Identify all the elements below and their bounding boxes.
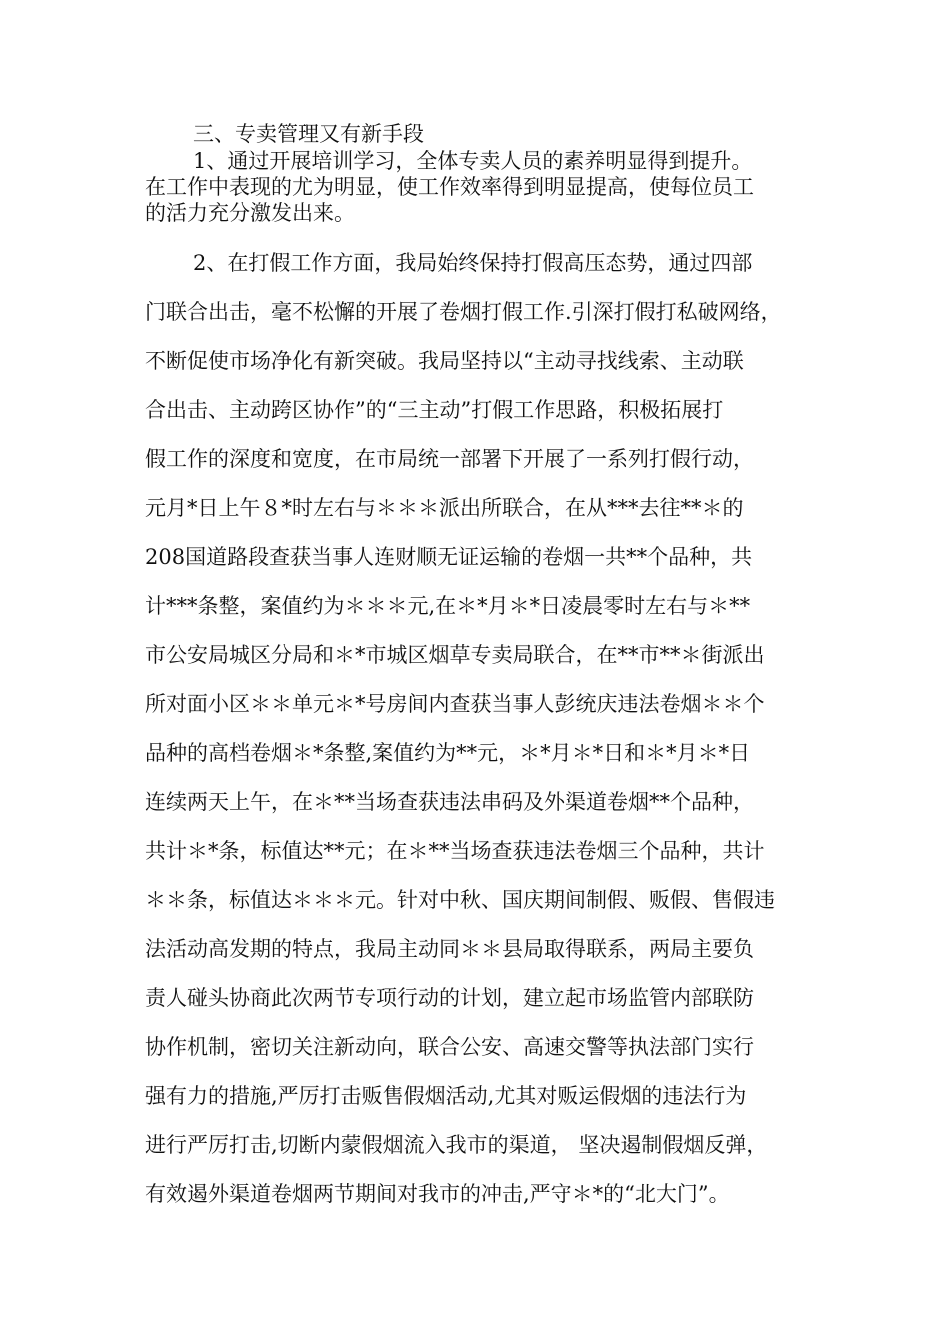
paragraph-2-line: 元月*日上午８*时左右与＊＊＊派出所联合，在从***去往**＊的 (145, 496, 744, 520)
paragraph-2-line: 208国道路段查获当事人连财顺无证运输的卷烟一共**个品种，共 (145, 545, 753, 569)
paragraph-2-line: 连续两天上午，在＊**当场查获违法串码及外渠道卷烟**个品种， (145, 790, 754, 814)
paragraph-2-line: 门联合出击，毫不松懈的开展了卷烟打假工作.引深打假打私破网络， (145, 300, 782, 324)
section-title: 三、专卖管理又有新手段 (193, 122, 424, 146)
paragraph-1-line: 的活力充分激发出来。 (145, 201, 355, 225)
paragraph-2-line: 不断促使市场净化有新突破。我局坚持以“主动寻找线索、主动联 (145, 349, 744, 373)
paragraph-1-line: 1、通过开展培训学习，全体专卖人员的素养明显得到提升。 (193, 149, 753, 173)
paragraph-2-line: 市公安局城区分局和＊*市城区烟草专卖局联合，在**市**＊街派出 (145, 643, 765, 667)
paragraph-2-line: 有效遏外渠道卷烟两节期间对我市的冲击,严守＊*的“北大门”。 (145, 1182, 730, 1206)
paragraph-2-line: ＊＊条，标值达＊＊＊元。针对中秋、国庆期间制假、贩假、售假违 (145, 888, 775, 912)
paragraph-2-line: 所对面小区＊＊单元＊*号房间内查获当事人彭统庆违法卷烟＊＊个 (145, 692, 765, 716)
paragraph-2-line: 协作机制，密切关注新动向，联合公安、高速交警等执法部门实行 (145, 1035, 754, 1059)
paragraph-2-line: 法活动高发期的特点，我局主动同＊＊县局取得联系，两局主要负 (145, 937, 754, 961)
paragraph-2-line: 合出击、主动跨区协作”的“三主动”打假工作思路，积极拓展打 (145, 398, 724, 422)
paragraph-2-line: 责人碰头协商此次两节专项行动的计划，建立起市场监管内部联防 (145, 986, 754, 1010)
paragraph-2-line: 进行严厉打击,切断内蒙假烟流入我市的渠道， 坚决遏制假烟反弹， (145, 1133, 768, 1157)
paragraph-2-line: 共计＊*条，标值达**元；在＊**当场查获违法卷烟三个品种，共计 (145, 839, 765, 863)
paragraph-2-line: 假工作的深度和宽度，在市局统一部署下开展了一系列打假行动， (145, 447, 754, 471)
paragraph-2-line: 品种的高档卷烟＊*条整,案值约为**元，＊*月＊*日和＊*月＊*日 (145, 741, 751, 765)
paragraph-2-line: 强有力的措施,严厉打击贩售假烟活动,尤其对贩运假烟的违法行为 (145, 1084, 747, 1108)
paragraph-2-line: 计***条整，案值约为＊＊＊元,在＊*月＊*日凌晨零时左右与＊** (145, 594, 751, 618)
paragraph-2-line: 2、在打假工作方面，我局始终保持打假高压态势，通过四部 (193, 251, 753, 275)
paragraph-1-line: 在工作中表现的尤为明显，使工作效率得到明显提高，使每位员工 (145, 175, 754, 199)
